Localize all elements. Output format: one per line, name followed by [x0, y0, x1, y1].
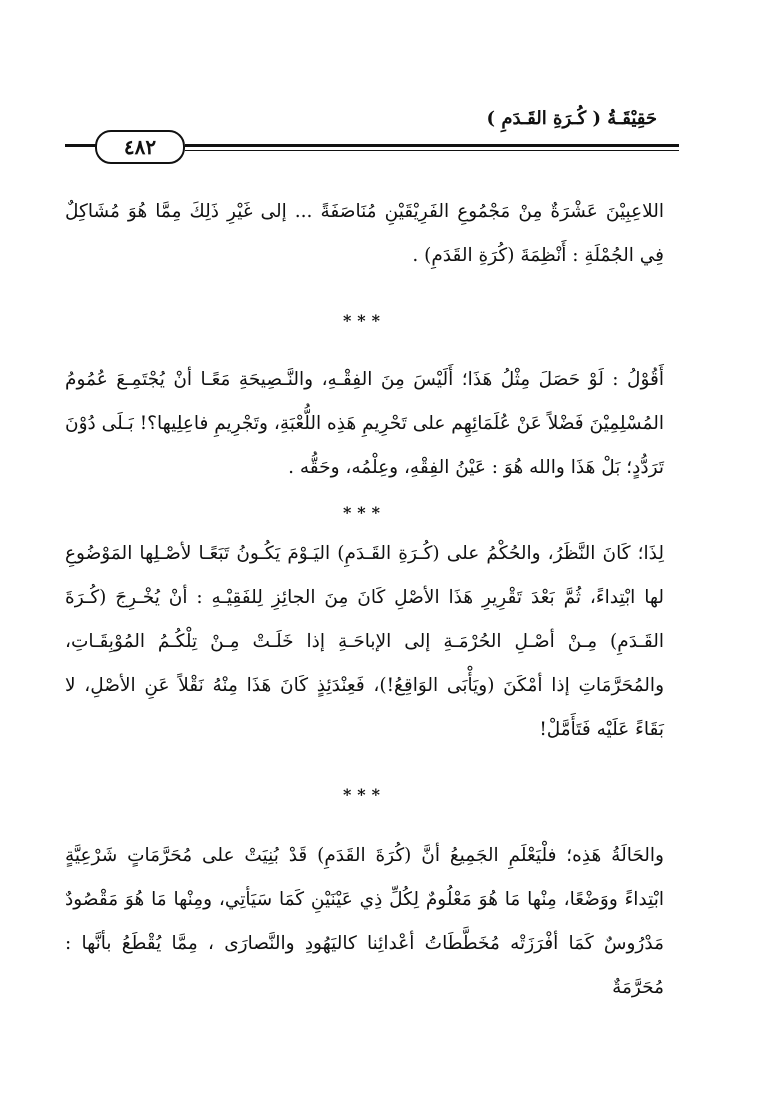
header-rule-tail	[65, 144, 97, 147]
paragraph-2: أَقُوْلُ : لَوْ حَصَلَ مِثْلُ هَذَا؛ أَلَيْسَ مِنَ الفِقْـهِ، والنَّـصِيحَةِ مَعًـا أنْ يُجْتَمِـعَ عُمُومُ المُسْلِمِيْنَ فَضْلاً عَنْ عُلَمَائِهِم على تَحْرِيمِ هَذِه اللُّعْبَةِ، وتَجْرِيمِ فاعِلِيها؟! بَـلَى دُوْنَ تَرَدُّدٍ؛ بَلْ هَذَا والله هُوَ : عَيْنُ الفِقْهِ، وعِلْمُه، وحَقُّه .	[65, 369, 664, 478]
page-number-badge	[95, 130, 185, 164]
paragraph-3: لِذَا؛ كَانَ النَّظَرُ، والحُكْمُ على (كُـرَةِ القَـدَمِ) اليَـوْمَ يَكُـونُ تَبَعًـا لأصْـلِها المَوْضُوعِ لها ابْتِداءً، ثُمَّ بَعْدَ تَقْرِيرِ هَذَا الأصْلِ كَانَ مِنَ الجائِزِ لِلفَقِيْـهِ : أنْ يُخْـرِجَ (كُـرَةَ القَـدَمِ) مِـنْ أصْـلِ الحُرْمَـةِ إلى الإباحَـةِ إذا خَلَـتْ مِـنْ تِلْكُـمُ المُوْبِقَـاتِ، والمُحَرَّمَاتِ إذا أمْكَنَ (ويَأْبَى الوَاقِعُ!)، فَعِنْدَئِذٍ كَانَ هَذَا مِنْهُ نَقْلاً عَنِ الأصْلِ، لا بَقَاءً عَلَيْه فَتَأَمَّلْ!	[65, 543, 664, 740]
section-separator: ***	[342, 503, 387, 522]
paragraph-1: اللاعِبِيْنَ عَشْرَةٌ مِنْ مَجْمُوعِ الفَرِيْقَيْنِ مُنَاصَفَةً ... إلى غَيْرِ ذَلِكَ مِمَّا هُوَ مُشَاكِلٌ فِي الجُمْلَةِ : أَنْظِمَةَ (كُرَةِ القَدَمِ) .	[65, 201, 664, 266]
page-number: ٤٨٢	[123, 135, 157, 159]
page-body	[65, 190, 664, 1010]
paragraph-4: والحَالَةُ هَذِه؛ فلْيَعْلَمِ الجَمِيعُ أنَّ (كُرَةَ القَدَمِ) قَدْ بُنِيَتْ على مُحَرَّمَاتٍ شَرْعِيَّةٍ ابْتِداءً ووَضْعًا، مِنْها مَا هُوَ مَعْلُومٌ لِكُلِّ ذِي عَيْنَيْنِ كَمَا سَيَأتِي، ومِنْها مَا هُوَ مَقْصُودٌ مَدْرُوسٌ كَمَا أفْرَزَتْه مُخَطَّطَاتُ أعْدائِنا كاليَهُودِ والنَّصارَى ، مِمَّا يُقْطَعُ بأنَّها : مُحَرَّمَةٌ	[65, 845, 664, 998]
header-rule-thick	[185, 144, 679, 147]
section-separator: ***	[342, 785, 387, 804]
running-title: حَقِيْقَـةُ ( كُـرَةِ القَـدَمِ )	[486, 108, 657, 129]
header-rule-thin	[185, 150, 679, 151]
page-header	[65, 108, 679, 158]
section-separator: ***	[342, 311, 387, 330]
